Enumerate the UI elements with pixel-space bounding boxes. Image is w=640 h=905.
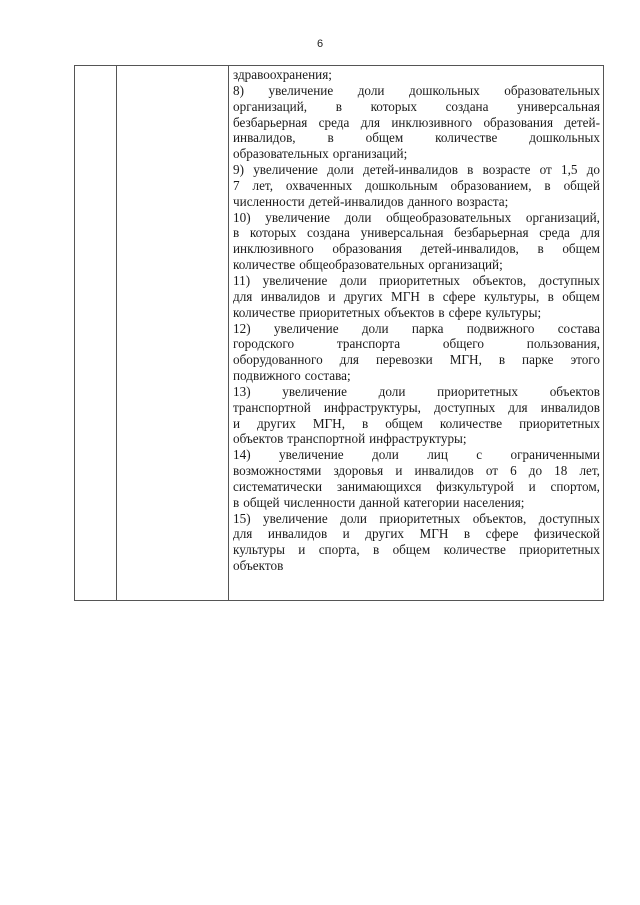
- text-line: [233, 210, 600, 226]
- word: инвалидов,: [233, 130, 296, 146]
- word: общей: [563, 177, 600, 193]
- text-line: [233, 495, 600, 511]
- word: объектов: [549, 383, 600, 399]
- page-number: 6: [316, 38, 324, 50]
- word: 1,5: [561, 162, 578, 178]
- word: подвижного: [466, 320, 535, 336]
- word: для: [580, 225, 600, 241]
- word: создана: [307, 225, 350, 241]
- word: сфере: [448, 304, 482, 320]
- word: инвалидов: [414, 463, 474, 479]
- word: здоровья: [333, 463, 384, 479]
- text-line: [233, 99, 600, 115]
- document-table: [74, 65, 604, 601]
- word: 12): [233, 320, 251, 336]
- word: физической: [534, 526, 600, 542]
- word: увеличение: [263, 510, 328, 526]
- word: приоритетных: [519, 415, 600, 431]
- word: количестве: [233, 304, 296, 320]
- text-line: [233, 162, 600, 178]
- word: общем: [562, 241, 600, 257]
- word: и: [233, 415, 241, 431]
- word: перевозки: [375, 352, 433, 368]
- word: инклюзивного: [233, 241, 314, 257]
- word: сфере: [485, 526, 519, 542]
- word: организаций;: [428, 257, 503, 273]
- word: общего: [442, 336, 484, 352]
- word: организаций,: [525, 209, 600, 225]
- word: и: [395, 463, 403, 479]
- word: в: [438, 304, 445, 320]
- word: лет,: [579, 463, 600, 479]
- text-line: [233, 463, 600, 479]
- word: детей-инвалидов: [308, 193, 404, 209]
- word: увеличение: [253, 162, 318, 178]
- word: увеличение: [268, 82, 334, 98]
- word: среда: [539, 225, 570, 241]
- word: образовательных: [504, 82, 600, 98]
- word: 6: [510, 463, 517, 479]
- word: транспортной: [287, 431, 366, 447]
- word: приоритетных: [437, 383, 518, 399]
- word: приоритетных: [379, 272, 461, 288]
- text-line: [233, 273, 600, 289]
- word: спорта,: [318, 542, 360, 558]
- word: доли: [339, 272, 367, 288]
- word: увеличение: [262, 272, 328, 288]
- word: общеобразовательных: [299, 257, 425, 273]
- word: данного: [407, 193, 453, 209]
- word: до: [528, 463, 543, 479]
- word: инвалидов: [267, 526, 328, 542]
- word: организаций;: [332, 146, 408, 162]
- text-line: [233, 511, 600, 527]
- word: универсальная: [517, 98, 600, 114]
- word: объектов: [233, 558, 284, 574]
- word: подвижного: [233, 368, 301, 384]
- word: и: [298, 542, 306, 558]
- word: общем: [392, 542, 431, 558]
- word: сфере: [442, 288, 476, 304]
- word: объектов: [233, 431, 284, 447]
- word: от: [539, 162, 552, 178]
- word: данной: [359, 494, 400, 510]
- word: для: [339, 352, 359, 368]
- text-line: [233, 542, 600, 558]
- word: объектов,: [472, 272, 527, 288]
- word: увеличение: [273, 320, 339, 336]
- word: и: [528, 478, 536, 494]
- word: которых: [249, 225, 297, 241]
- word: образованием,: [450, 177, 532, 193]
- text-line: [233, 257, 600, 273]
- word: возрасте: [482, 162, 531, 178]
- word: здравоохранения;: [233, 67, 332, 82]
- word: ограниченными: [510, 447, 600, 463]
- word: культуры,: [484, 288, 540, 304]
- word: МГН: [390, 288, 420, 304]
- word: 13): [233, 383, 251, 399]
- word: приоритетных: [379, 510, 461, 526]
- word: парка: [411, 320, 444, 336]
- word: охваченных: [285, 177, 353, 193]
- word: доли: [344, 209, 372, 225]
- word: для: [233, 526, 253, 542]
- text-line: [233, 115, 600, 131]
- word: дошкольных: [529, 130, 600, 146]
- word: для: [233, 288, 253, 304]
- word: в: [498, 352, 506, 368]
- word: 8): [233, 82, 244, 98]
- word: для: [360, 114, 381, 130]
- word: этого: [570, 352, 600, 368]
- word: в: [233, 494, 240, 510]
- word: транспортной: [233, 399, 311, 415]
- word: от: [485, 463, 499, 479]
- word: до: [586, 162, 600, 178]
- word: которых: [370, 98, 417, 114]
- text-line: [233, 194, 600, 210]
- text-line: [233, 241, 600, 257]
- text-line: [233, 225, 600, 241]
- word: МГН: [419, 526, 449, 542]
- word: количестве: [233, 257, 296, 273]
- word: доли: [357, 82, 385, 98]
- word: среда: [318, 114, 350, 130]
- text-line: [233, 336, 600, 352]
- text-line: [233, 558, 600, 574]
- word: численности: [233, 193, 305, 209]
- word: количестве: [439, 415, 503, 431]
- word: транспорта: [336, 336, 401, 352]
- text-line: [233, 289, 600, 305]
- word: для: [508, 399, 528, 415]
- word: МГН,: [312, 415, 345, 431]
- word: 11): [233, 272, 251, 288]
- word: в: [428, 288, 435, 304]
- word: доли: [340, 510, 367, 526]
- word: инвалидов: [540, 399, 600, 415]
- word: детей-инвалидов: [363, 162, 458, 178]
- word: количестве: [435, 130, 498, 146]
- word: дошкольным: [365, 177, 438, 193]
- word: общем: [385, 415, 423, 431]
- word: культуры;: [485, 304, 542, 320]
- table-cell-text: [233, 67, 600, 574]
- word: объектов,: [472, 510, 527, 526]
- word: доступных: [538, 510, 600, 526]
- word: увеличение: [265, 209, 330, 225]
- word: общеобразовательных: [386, 209, 512, 225]
- text-line: [233, 130, 600, 146]
- table-column-divider: [228, 66, 229, 600]
- table-column-divider: [116, 66, 117, 600]
- word: приоритетных: [519, 542, 600, 558]
- text-line: [233, 67, 600, 83]
- word: физкультурой: [436, 478, 514, 494]
- word: доступных: [538, 272, 600, 288]
- word: общем: [562, 288, 600, 304]
- word: пользования,: [526, 336, 600, 352]
- word: парке: [522, 352, 554, 368]
- word: в: [537, 241, 544, 257]
- text-line: [233, 178, 600, 194]
- word: занимающихся: [336, 478, 422, 494]
- word: 14): [233, 447, 251, 463]
- text-line: [233, 368, 600, 384]
- word: инфраструктуры,: [323, 399, 421, 415]
- text-line: [233, 400, 600, 416]
- word: состава: [557, 320, 600, 336]
- text-line: [233, 447, 600, 463]
- word: инклюзивного: [391, 114, 473, 130]
- word: лиц: [427, 447, 448, 463]
- word: систематически: [233, 478, 323, 494]
- word: спортом,: [550, 478, 600, 494]
- text-line: [233, 321, 600, 337]
- text-line: [233, 479, 600, 495]
- word: приоритетных: [299, 304, 381, 320]
- word: общем: [365, 130, 404, 146]
- word: 18: [554, 463, 568, 479]
- word: в: [467, 162, 474, 178]
- word: городского: [233, 336, 295, 352]
- text-line: [233, 431, 600, 447]
- word: доли: [372, 447, 399, 463]
- word: состава;: [304, 368, 351, 384]
- text-line: [233, 352, 600, 368]
- word: возраста;: [456, 193, 509, 209]
- word: дошкольных: [408, 82, 480, 98]
- word: образования: [483, 114, 554, 130]
- word: детей-инвалидов,: [420, 241, 519, 257]
- word: общей: [243, 494, 280, 510]
- word: в: [373, 542, 380, 558]
- text-line: [233, 416, 600, 432]
- word: объектов: [384, 304, 435, 320]
- text-line: [233, 146, 600, 162]
- word: других: [365, 526, 405, 542]
- word: безбарьерная: [454, 225, 529, 241]
- word: в: [547, 288, 554, 304]
- text-line: [233, 384, 600, 400]
- text-line: [233, 83, 600, 99]
- word: увеличение: [282, 383, 347, 399]
- word: детей-: [564, 114, 600, 130]
- word: населения;: [463, 494, 525, 510]
- word: образования: [332, 241, 402, 257]
- word: образовательных: [233, 146, 329, 162]
- word: 10): [233, 209, 251, 225]
- word: численности: [283, 494, 356, 510]
- word: в: [361, 415, 369, 431]
- word: увеличение: [278, 447, 344, 463]
- word: количестве: [443, 542, 506, 558]
- word: категории: [403, 494, 460, 510]
- word: доли: [327, 162, 354, 178]
- word: доли: [361, 320, 389, 336]
- word: 15): [233, 510, 251, 526]
- word: 7: [233, 177, 240, 193]
- word: возможностями: [233, 463, 322, 479]
- word: безбарьерная: [233, 114, 308, 130]
- word: создана: [445, 98, 489, 114]
- word: в: [335, 98, 342, 114]
- word: доступных: [433, 399, 496, 415]
- word: других: [343, 288, 383, 304]
- word: инвалидов: [260, 288, 321, 304]
- word: лет,: [252, 177, 274, 193]
- text-line: [233, 305, 600, 321]
- word: 9): [233, 162, 244, 178]
- word: в: [233, 225, 240, 241]
- word: оборудованного: [233, 352, 323, 368]
- word: инфраструктуры;: [369, 431, 467, 447]
- word: в: [544, 177, 551, 193]
- word: других: [257, 415, 296, 431]
- word: с: [476, 447, 483, 463]
- word: и: [342, 526, 350, 542]
- word: и: [328, 288, 336, 304]
- word: в: [327, 130, 334, 146]
- word: МГН,: [449, 352, 482, 368]
- word: организаций,: [233, 98, 308, 114]
- word: культуры: [233, 542, 285, 558]
- word: в: [463, 526, 471, 542]
- word: доли: [378, 383, 406, 399]
- text-line: [233, 526, 600, 542]
- word: универсальная: [360, 225, 444, 241]
